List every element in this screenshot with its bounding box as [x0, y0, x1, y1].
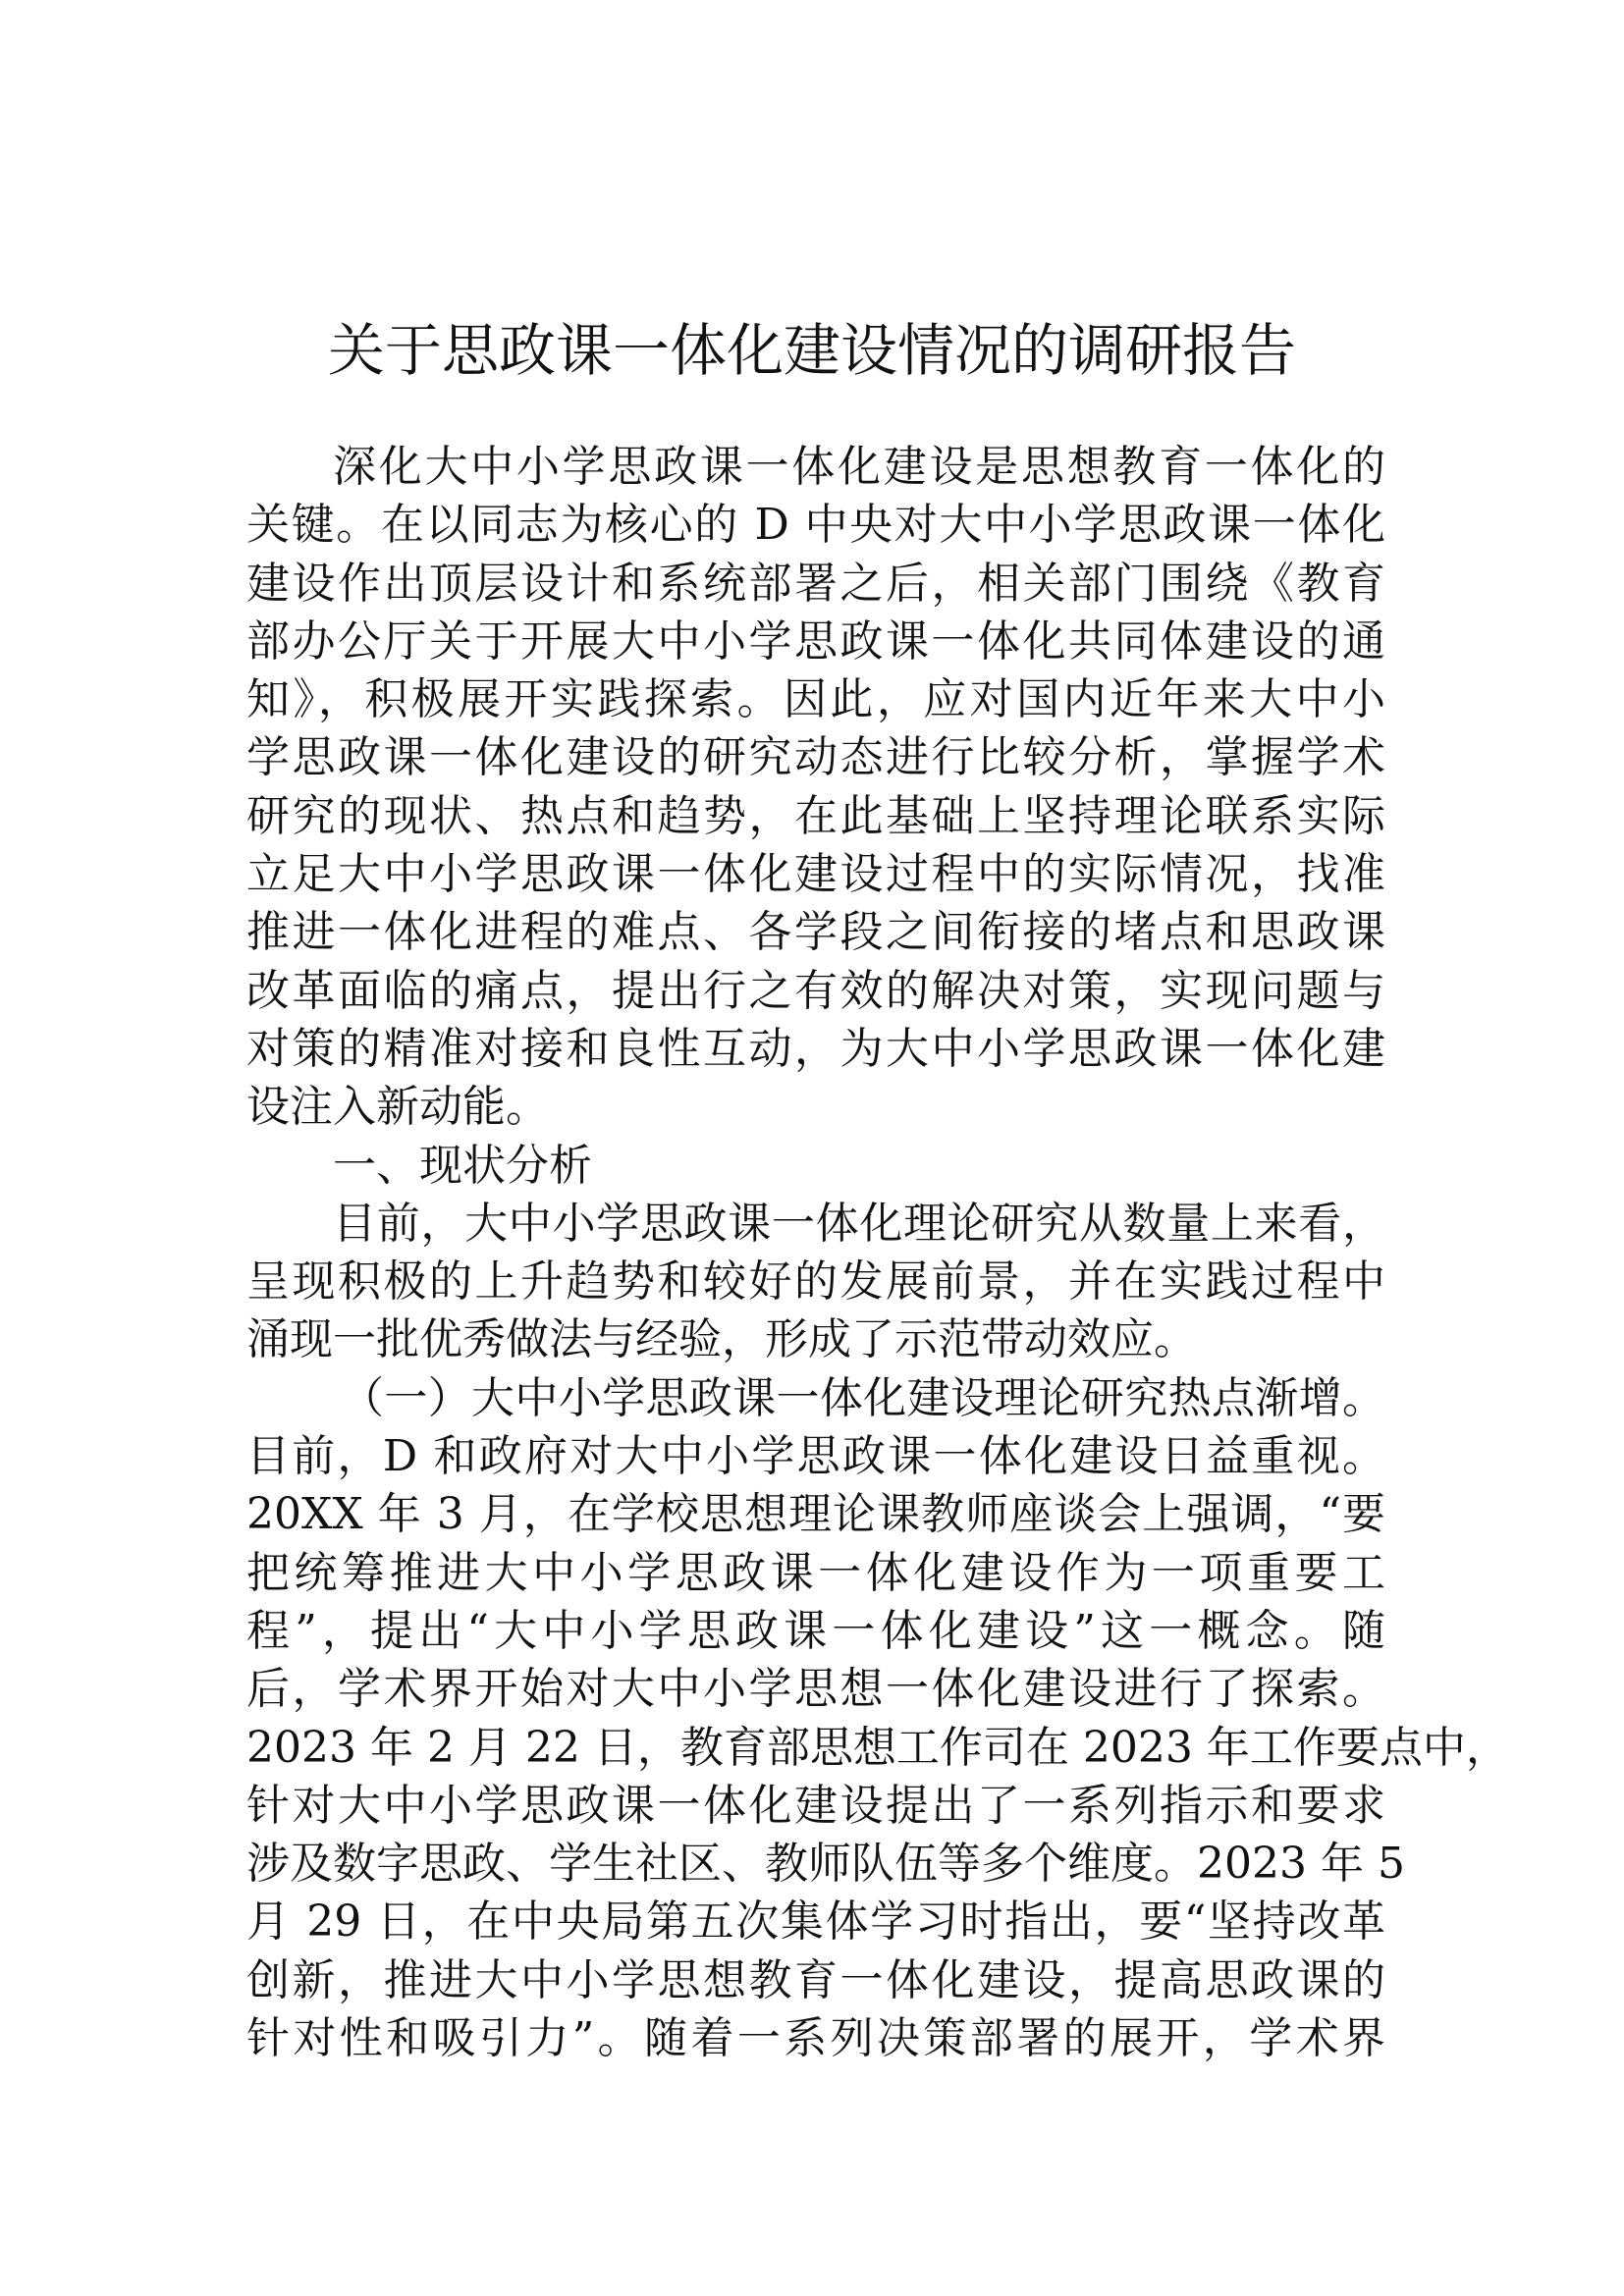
- subsection-heading: （一）大中小学思政课一体化建设理论研究热点渐增。: [341, 1372, 1385, 1423]
- document-body: [246, 438, 1509, 2067]
- body-line-1: 深化大中小学思政课一体化建设是思想教育一体化的: [333, 442, 1385, 492]
- body-line-25: 涉及数字思政、学生社区、教师队伍等多个维度。2023 年 5: [246, 1839, 1405, 1890]
- body-line-2: 关键。在以同志为核心的 D 中央对大中小学思政课一体化: [246, 500, 1385, 551]
- body-line-21: 程”，提出“大中小学思政课一体化建设”这一概念。随: [246, 1605, 1385, 1656]
- body-line-28: 针对性和吸引力”。随着一系列决策部署的展开，学术界: [246, 2013, 1385, 2064]
- body-line-6: 学思政课一体化建设的研究动态进行比较分析，掌握学术: [246, 732, 1385, 783]
- section-heading: 一、现状分析: [333, 1140, 592, 1191]
- body-line-12: 设注入新动能。: [246, 1082, 549, 1133]
- body-line-22: 后，学术界开始对大中小学思想一体化建设进行了探索。: [246, 1664, 1385, 1715]
- body-line-15: 呈现积极的上升趋势和较好的发展前景，并在实践过程中: [246, 1256, 1385, 1308]
- body-line-16: 涌现一批优秀做法与经验，形成了示范带动效应。: [246, 1314, 1197, 1365]
- body-line-11: 对策的精准对接和良性互动，为大中小学思政课一体化建: [246, 1023, 1385, 1074]
- body-line-26: 月 29 日，在中央局第五次集体学习时指出，要“坚持改革: [246, 1896, 1385, 1948]
- body-line-7: 研究的现状、热点和趋势，在此基础上坚持理论联系实际: [246, 790, 1385, 841]
- body-line-24: 针对大中小学思政课一体化建设提出了一系列指示和要求: [246, 1780, 1385, 1831]
- body-line-27: 创新，推进大中小学思想教育一体化建设，提高思政课的: [246, 1954, 1385, 2005]
- body-line-20: 把统筹推进大中小学思政课一体化建设作为一项重要工: [246, 1547, 1385, 1598]
- document-title: 关于思政课一体化建设情况的调研报告: [327, 316, 1296, 384]
- body-line-23: 2023 年 2 月 22 日，教育部思想工作司在 2023 年工作要点中，: [246, 1722, 1509, 1773]
- body-line-4: 部办公厅关于开展大中小学思政课一体化共同体建设的通: [246, 615, 1385, 667]
- body-line-14: 目前，大中小学思政课一体化理论研究从数量上来看，: [333, 1198, 1385, 1249]
- body-line-19: 20XX 年 3 月，在学校思想理论课教师座谈会上强调，“要: [246, 1489, 1385, 1540]
- body-line-9: 推进一体化进程的难点、各学段之间衔接的堵点和思政课: [246, 907, 1385, 958]
- body-line-8: 立足大中小学思政课一体化建设过程中的实际情况，找准: [246, 849, 1385, 900]
- body-line-18: 目前，D 和政府对大中小学思政课一体化建设日益重视。: [246, 1431, 1385, 1482]
- body-line-3: 建设作出顶层设计和系统部署之后，相关部门围绕《教育: [246, 558, 1385, 609]
- body-line-10: 改革面临的痛点，提出行之有效的解决对策，实现问题与: [246, 965, 1385, 1016]
- body-line-5: 知》，积极展开实践探索。因此，应对国内近年来大中小: [246, 674, 1385, 725]
